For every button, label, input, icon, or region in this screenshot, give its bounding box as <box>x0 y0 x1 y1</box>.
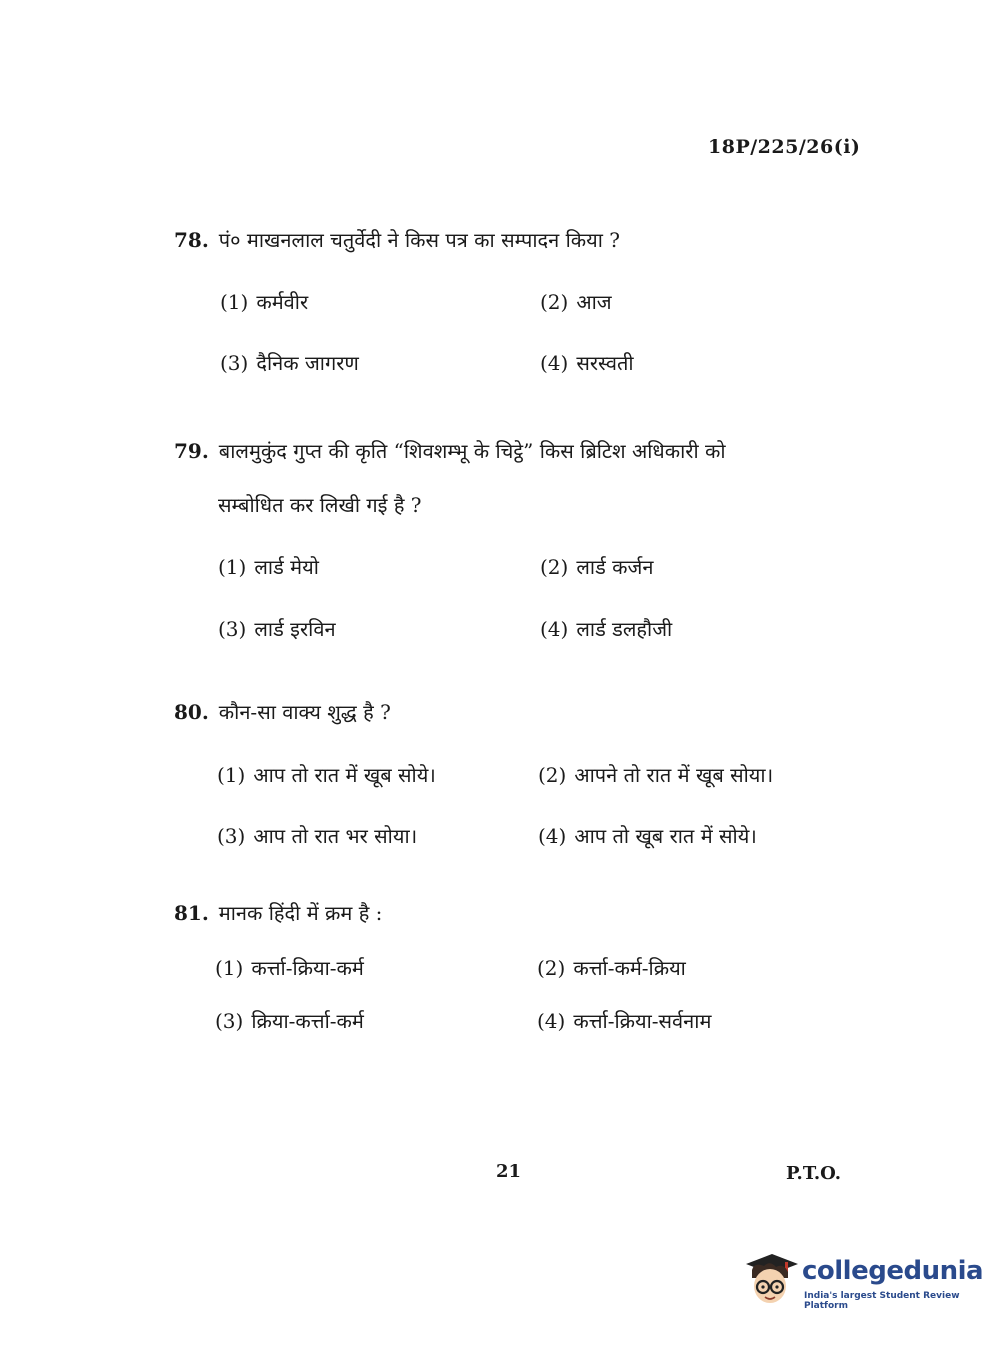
option-80-3 <box>217 822 417 849</box>
option-text: लार्ड डलहौजी <box>576 617 673 641</box>
question-number: 79. <box>174 439 209 463</box>
option-text: कर्मवीर <box>256 290 309 314</box>
option-79-1 <box>218 553 319 580</box>
option-number: (3) <box>217 824 246 848</box>
option-number: (4) <box>538 824 567 848</box>
question-number: 81. <box>174 901 209 925</box>
question-text: बालमुकुंद गुप्त की कृति “शिवशम्भू के चिट्ठे” किस ब्रिटिश अधिकारी को <box>218 439 726 463</box>
option-81-3 <box>215 1007 364 1034</box>
pto-label: P.T.O. <box>786 1163 842 1184</box>
option-text: लार्ड कर्जन <box>576 555 654 579</box>
question-78 <box>174 226 620 253</box>
option-text: दैनिक जागरण <box>256 351 359 375</box>
mascot-icon <box>742 1250 800 1308</box>
option-80-4 <box>538 822 757 849</box>
option-text: सरस्वती <box>576 351 634 375</box>
logo-wordmark: collegedunia <box>802 1256 984 1286</box>
option-number: (4) <box>537 1009 566 1033</box>
option-text: लार्ड इरविन <box>254 617 336 641</box>
option-text: कर्त्ता-क्रिया-सर्वनाम <box>573 1009 712 1033</box>
option-number: (1) <box>220 290 249 314</box>
option-79-4 <box>540 615 672 642</box>
option-text: आप तो रात भर सोया। <box>253 824 418 848</box>
option-number: (2) <box>540 290 569 314</box>
question-79-continued: सम्बोधित कर लिखी गई है ? <box>218 493 422 517</box>
option-78-4 <box>540 349 634 376</box>
option-number: (4) <box>540 617 569 641</box>
option-number: (3) <box>220 351 249 375</box>
page-number: 21 <box>496 1161 522 1182</box>
option-80-1 <box>217 761 436 788</box>
option-number: (1) <box>218 555 247 579</box>
option-78-2 <box>540 288 612 315</box>
question-number: 78. <box>174 228 209 252</box>
option-number: (2) <box>540 555 569 579</box>
collegedunia-logo <box>742 1250 984 1311</box>
question-text: मानक हिंदी में क्रम है : <box>218 901 383 925</box>
option-79-3 <box>218 615 336 642</box>
logo-tagline: India's largest Student Review Platform <box>804 1291 960 1311</box>
option-number: (1) <box>215 956 244 980</box>
option-78-1 <box>220 288 308 315</box>
question-number: 80. <box>174 700 209 724</box>
option-79-2 <box>540 553 653 580</box>
option-text: आप तो रात में खूब सोये। <box>253 763 436 787</box>
question-79 <box>174 437 726 464</box>
option-text: कर्त्ता-कर्म-क्रिया <box>573 956 686 980</box>
option-number: (4) <box>540 351 569 375</box>
option-number: (2) <box>537 956 566 980</box>
option-80-2 <box>538 761 773 788</box>
paper-code: 18P/225/26(i) <box>708 136 861 158</box>
option-text: आपने तो रात में खूब सोया। <box>574 763 774 787</box>
option-81-2 <box>537 954 686 981</box>
option-text: आप तो खूब रात में सोये। <box>574 824 757 848</box>
option-81-1 <box>215 954 364 981</box>
question-80 <box>174 698 391 725</box>
question-81 <box>174 899 382 926</box>
option-78-3 <box>220 349 359 376</box>
option-text: आज <box>576 290 612 314</box>
question-text: पं० माखनलाल चतुर्वेदी ने किस पत्र का सम्पादन किया ? <box>218 228 620 252</box>
option-text: लार्ड मेयो <box>254 555 319 579</box>
option-number: (3) <box>215 1009 244 1033</box>
option-number: (2) <box>538 763 567 787</box>
option-number: (1) <box>217 763 246 787</box>
option-81-4 <box>537 1007 711 1034</box>
option-number: (3) <box>218 617 247 641</box>
question-text: कौन-सा वाक्य शुद्ध है ? <box>218 700 391 724</box>
option-text: कर्त्ता-क्रिया-कर्म <box>251 956 364 980</box>
option-text: क्रिया-कर्त्ता-कर्म <box>251 1009 364 1033</box>
